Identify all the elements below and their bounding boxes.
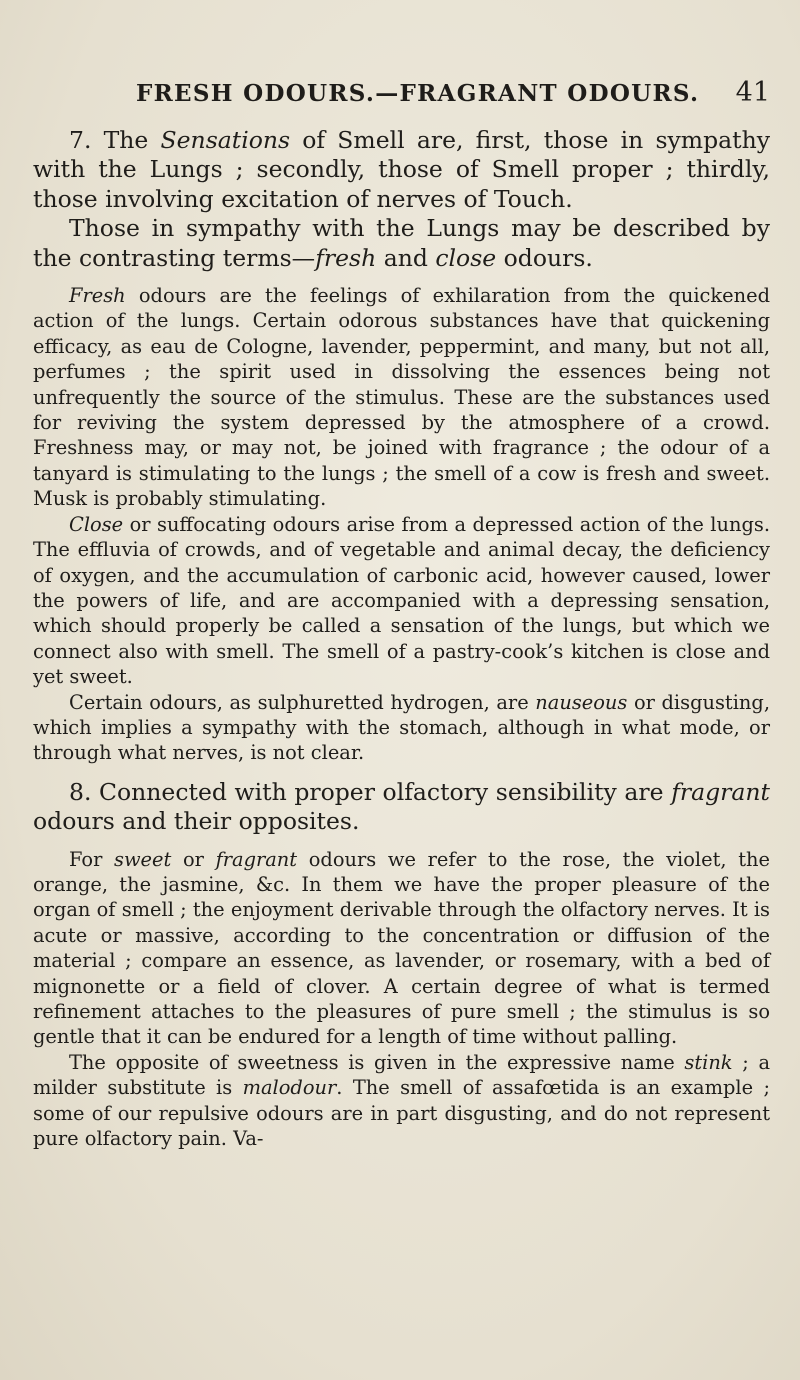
text-run: or disgusting, which implies a sympathy with the stomach, although in what mode, or through what nerves, is not clear. [33, 690, 770, 765]
term-close: Close [69, 512, 124, 536]
paragraph-8-intro [33, 778, 770, 837]
text-run: odours are the feelings of exhilaration from the quickened action of the lungs. Certain odorous substances have that quickening efficacy, as eau de Cologne, lavender, peppermint, and many, but not all, perfumes ; the spirit used in dissolving the essences being not unfrequently the source of the stimulus. These are the substances used for reviving the system depressed by the atmosphere of a crowd. Freshness may, or may not, be joined with fragrance ; the odour of a tanyard is stimulating to the lungs ; the smell of a cow is fresh and sweet. Musk is probably stimulating. [33, 284, 770, 511]
term-sensations: Sensations [160, 126, 291, 154]
page-header [136, 77, 770, 114]
text-run: and [376, 243, 436, 272]
text-run: or [171, 847, 216, 871]
section-number-8: 8. Connected with proper olfactory sensibility are [69, 777, 672, 806]
page-number: 41 [735, 77, 770, 108]
paragraph-7-intro [33, 126, 770, 214]
term-fragrant: fragrant [215, 847, 298, 871]
text-run: of Smell are, first, those in sympathy with the Lungs ; secondly, those of Smell proper ; thirdly, those involving excitation of nerves of Touch. [33, 126, 770, 213]
text-run: The opposite of sweetness is given in the expressive name [69, 1050, 685, 1074]
paragraph-sweet-odours [33, 847, 770, 1050]
term-stink: stink [684, 1050, 733, 1074]
term-sweet: sweet [114, 847, 172, 871]
paragraph-fresh-close-terms [33, 214, 770, 273]
text-run: ; a milder substitute is [33, 1050, 771, 1100]
term-close: close [435, 243, 497, 272]
text-run: Those in sympathy with the Lungs may be described by the contrasting terms— [33, 214, 770, 272]
body-text [33, 126, 770, 1151]
text-run: For [69, 847, 114, 871]
paragraph-nauseous-odours [33, 690, 770, 766]
paragraph-close-odours [33, 512, 770, 690]
term-nauseous: nauseous [535, 690, 628, 714]
term-fresh: Fresh [69, 284, 126, 308]
paragraph-fresh-odours [33, 283, 770, 512]
text-run: Certain odours, as sulphuretted hydrogen, are [69, 690, 536, 714]
term-malodour: malodour [242, 1076, 337, 1100]
term-fresh: fresh [315, 243, 377, 272]
text-run: odours. [496, 243, 593, 272]
running-title: FRESH ODOURS.—FRAGRANT ODOURS. [136, 80, 700, 107]
section-number-7: 7. The [69, 126, 161, 154]
term-fragrant: fragrant [671, 777, 770, 806]
text-run: odours we refer to the rose, the violet, the orange, the jasmine, &c. In them we have the proper pleasure of the organ of smell ; the enjoyment derivable through the olfactory nerves. It is acute or massive, according to the concentration or diffusion of the material ; compare an essence, as lavender, or rosemary, with a bed of mignonette or a field of clover. A certain degree of what is termed refinement attaches to the pleasures of pure smell ; the stimulus is so gentle that it can be endured for a length of time without palling. [33, 847, 770, 1049]
text-run: or suffocating odours arise from a depressed action of the lungs. The effluvia of crowds, and of vegetable and animal decay, the deficiency of oxygen, and the accumulation of carbonic acid, however caused, lower the powers of life, and are accompanied with a depressing sensation, which should properly be called a sensation of the lungs, but which we connect also with smell. The smell of a pastry-cook’s kitchen is close and yet sweet. [33, 512, 770, 689]
text-run: odours and their opposites. [33, 807, 360, 836]
text-run: . The smell of assafœtida is an example ; some of our repulsive odours are in part disgusting, and do not represent pure olfactory pain. Va- [33, 1076, 771, 1151]
paragraph-stink [33, 1050, 770, 1152]
